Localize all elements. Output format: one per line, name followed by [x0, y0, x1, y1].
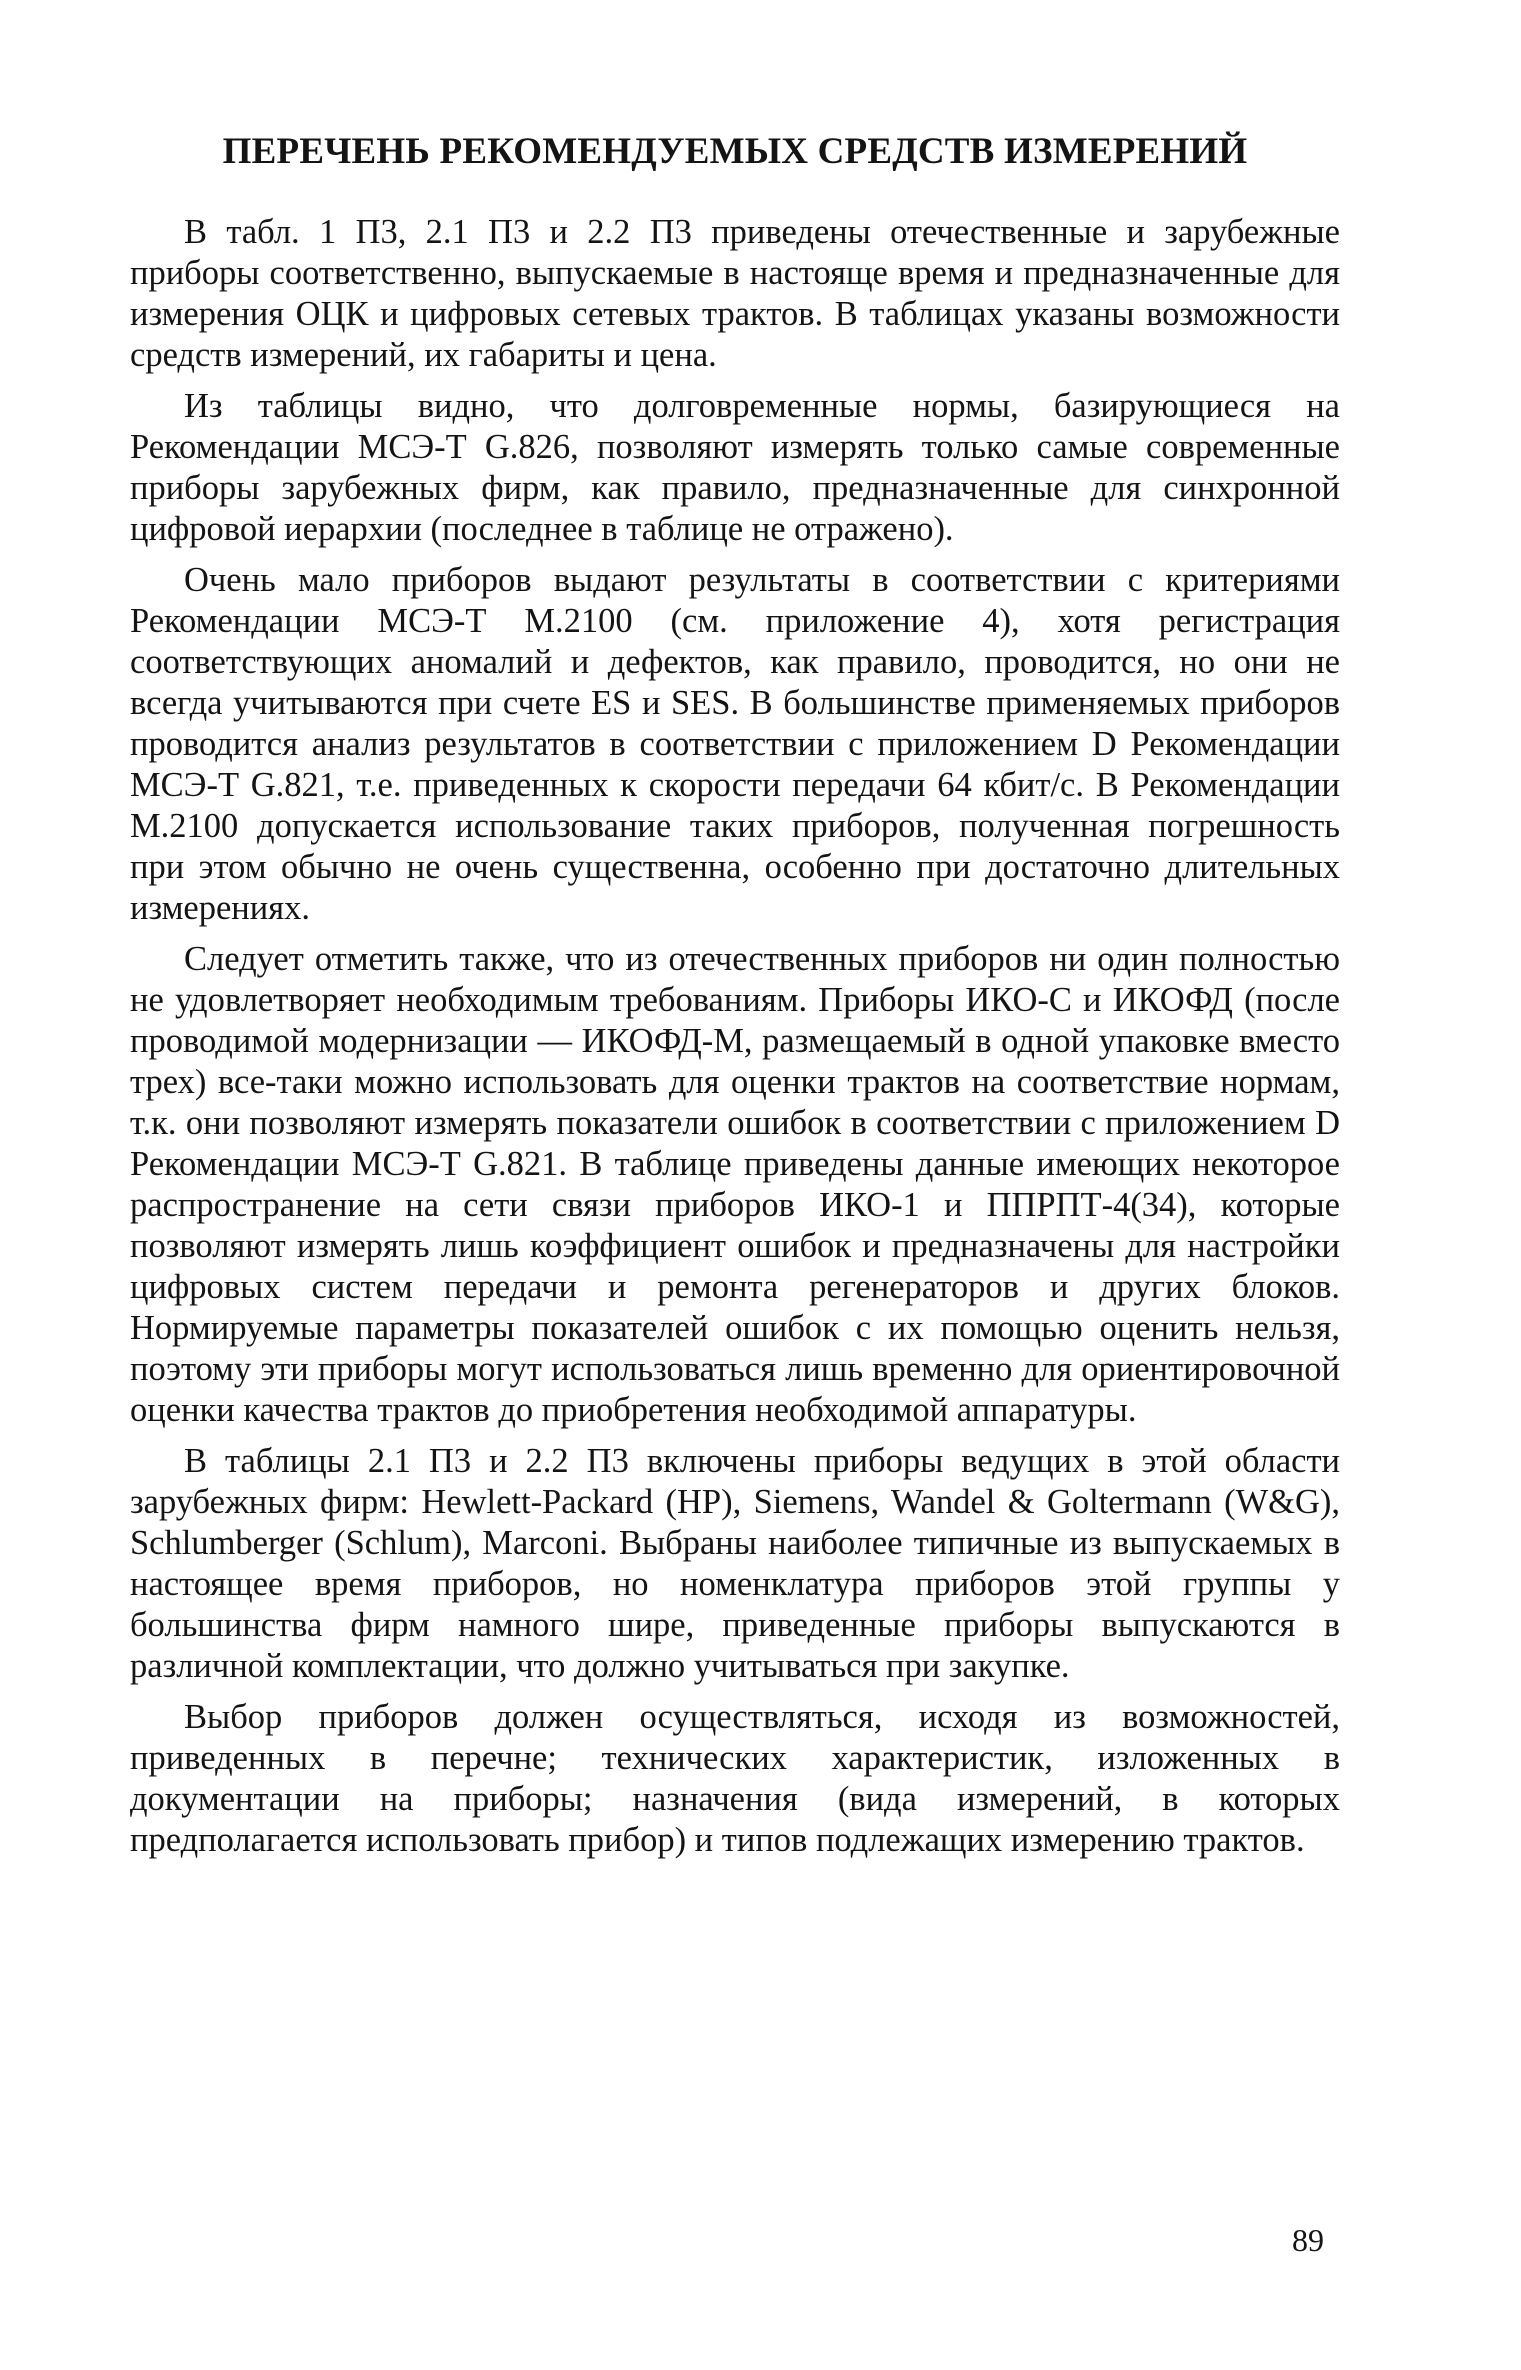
page-title: ПЕРЕЧЕНЬ РЕКОМЕНДУЕМЫХ СРЕДСТВ ИЗМЕРЕНИЙ — [222, 131, 1248, 172]
paragraph-3: Очень мало приборов выдают результаты в соответствии с критериями Рекомендации МСЭ-Т М.2100 (см. приложение 4), хотя регистрация соответствующих аномалий и дефектов, как правило, проводится, но они не всегда учитываются при счете ES и SES. В большинстве применяемых приборов проводится анализ результатов в соответствии с приложением D Рекомендации МСЭ-Т G.821, т.е. приведенных к скорости передачи 64 кбит/с. В Рекомендации М.2100 допускается использование таких приборов, полученная погрешность при этом обычно не очень существенна, особенно при достаточно длительных измерениях. — [130, 561, 1340, 927]
paragraph-5: В таблицы 2.1 П3 и 2.2 П3 включены приборы ведущих в этой области зарубежных фирм: Hewlett-Packard (HP), Siemens, Wandel & Goltermann (W&G), Schlumberger (Schlum), Marconi. Выбраны наиболее типичные из выпускаемых в настоящее время приборов, но номенклатура приборов этой группы у большинства фирм намного шире, приведенные приборы выпускаются в различной комплектации, что должно учитываться при закупке. — [130, 1442, 1340, 1685]
paragraph-6: Выбор приборов должен осуществляться, исходя из возможностей, приведенных в перечне; технических характеристик, изложенных в документации на приборы; назначения (вида измерений, в которых предполагается использовать прибор) и типов подлежащих измерению трактов. — [130, 1698, 1340, 1859]
page-number: 89 — [1292, 2222, 1324, 2258]
paragraph-2: Из таблицы видно, что долговременные нормы, базирующиеся на Рекомендации МСЭ-Т G.826, позволяют измерять только самые современные приборы зарубежных фирм, как правило, предназначенные для синхронной цифровой иерархии (последнее в таблице не отражено). — [130, 387, 1340, 548]
paragraph-1: В табл. 1 П3, 2.1 П3 и 2.2 П3 приведены отечественные и зарубежные приборы соответственно, выпускаемые в настояще время и предназначенные для измерения ОЦК и цифровых сетевых трактов. В таблицах указаны возможности средств измерений, их габариты и цена. — [130, 213, 1340, 374]
body-text — [130, 212, 1340, 1871]
paragraph-4: Следует отметить также, что из отечественных приборов ни один полностью не удовлетворяет необходимым требованиям. Приборы ИКО-С и ИКОФД (после проводимой модернизации — ИКОФД-М, размещаемый в одной упаковке вместо трех) все-таки можно использовать для оценки трактов на соответствие нормам, т.к. они позволяют измерять показатели ошибок в соответствии с приложением D Рекомендации МСЭ-Т G.821. В таблице приведены данные имеющих некоторое распространение на сети связи приборов ИКО-1 и ППРПТ-4(34), которые позволяют измерять лишь коэффициент ошибок и предназначены для настройки цифровых систем передачи и ремонта регенераторов и других блоков. Нормируемые параметры показателей ошибок с их помощью оценить нельзя, поэтому эти приборы могут использоваться лишь временно для ориентировочной оценки качества трактов до приобретения необходимой аппаратуры. — [130, 940, 1340, 1429]
